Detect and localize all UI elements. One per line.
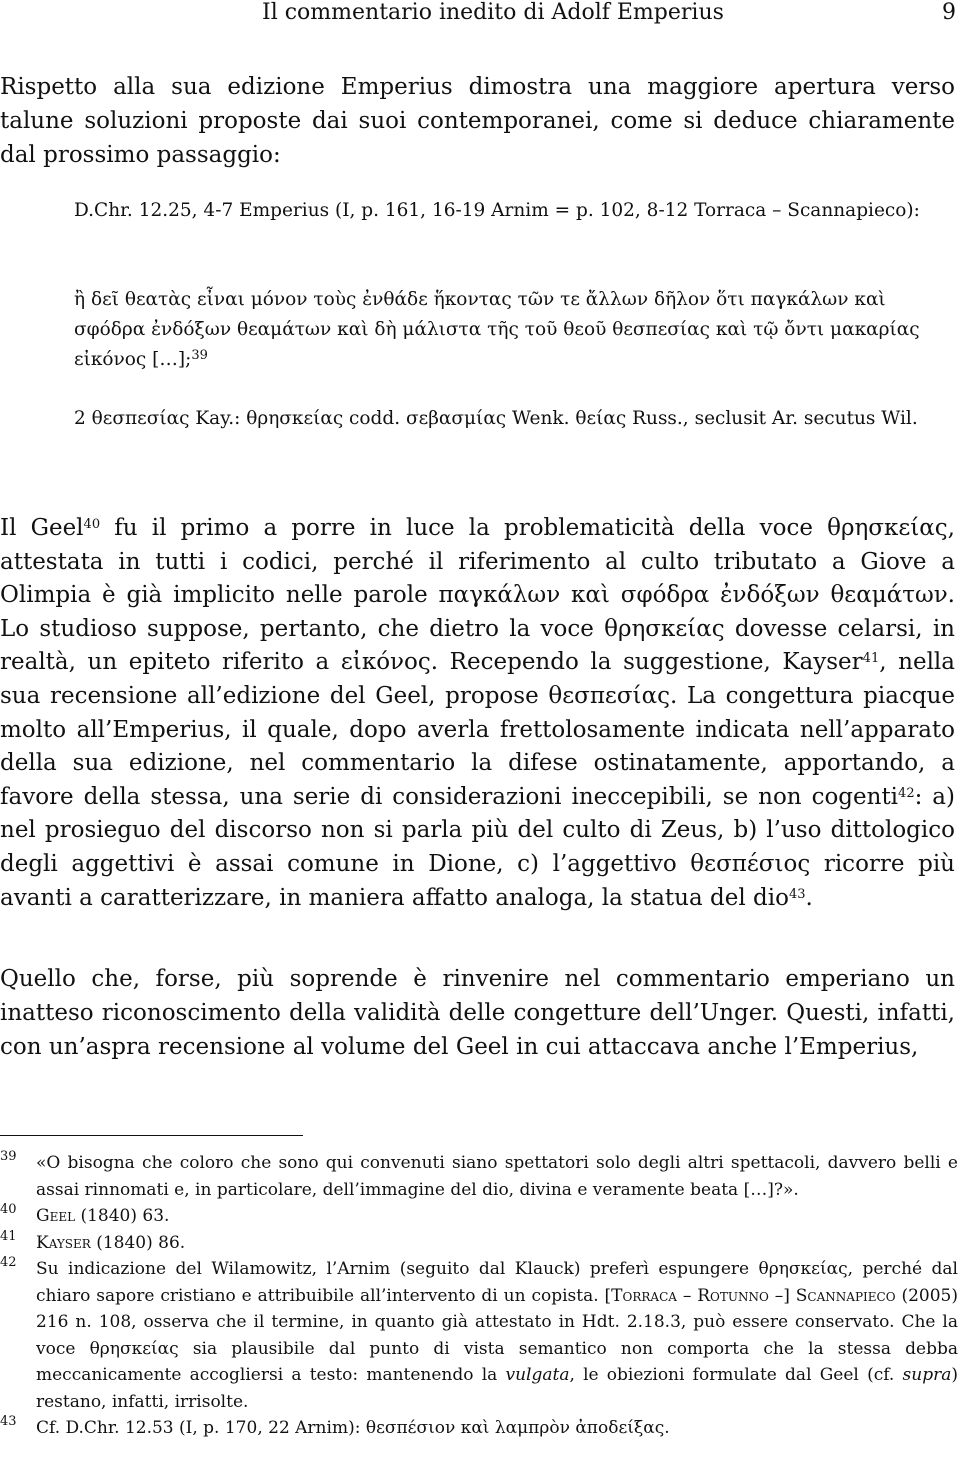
footnote-text: ]	[783, 1285, 796, 1306]
footnote-number: 43	[0, 1414, 17, 1429]
footnote-ref-39[interactable]: 39	[191, 348, 208, 363]
quote-reference-text: D.Chr. 12.25, 4-7 Emperius (I, p. 161, 16-19 Arnim = p. 102, 8-12 Torraca – Scannapieco):	[74, 200, 920, 221]
p2-seg-2: fu il primo a porre in luce la problematicità della voce θρησκείας, attestata in tutti i codici, perché il riferimento al culto tributato a Giove a Olimpia è già implicito nelle parole παγκάλων καὶ σφόδρα ἐνδόξων θεαμάτων. Lo studioso suppose, pertanto, che dietro la voce θρησκείας dovesse celarsi, in realtà, un epiteto riferito a εἰκόνος. Recependo la suggestione, Kayser	[0, 515, 955, 676]
footnote-separator	[0, 1135, 303, 1136]
footnote-ref-43[interactable]: 43	[788, 886, 806, 902]
footnote-number: 42	[0, 1255, 17, 1270]
footnotes	[0, 1150, 958, 1442]
cited-author: Geel	[36, 1206, 76, 1226]
p2-seg-4: : a) nel prosieguo del discorso non si parla più del culto di Zeus, b) l’uso dittologico degli aggettivi è assai comune in Dione, c) l’aggettivo θεσπέσιος ricorre più avanti a caratterizzare, in maniera affatto analoga, la statua del dio	[0, 783, 955, 911]
greek-text: ἢ δεῖ θεατὰς εἶναι μόνον τοὺς ἐνθάδε ἥκοντας τῶν τε ἄλλων δῆλον ὅτι παγκάλων καὶ σφόδρα ἐνδόξων θεαμάτων καὶ δὴ μάλιστα τῆς τοῦ θεοῦ θεσπεσίας καὶ τῷ ὄντι μακαρίας εἰκόνος […];	[74, 289, 920, 370]
greek-quotation	[74, 285, 930, 375]
footnote-number: 40	[0, 1202, 17, 1217]
cited-author: Scannapieco	[795, 1285, 896, 1306]
italic-term: supra	[902, 1365, 952, 1385]
footnote-ref-42[interactable]: 42	[898, 785, 915, 801]
footnote-text: (1840) 86.	[90, 1232, 186, 1253]
footnote-ref-41[interactable]: 41	[862, 651, 880, 667]
critical-apparatus	[74, 404, 930, 434]
paragraph-3: Quello che, forse, più soprende è rinvenire nel commentario emperiano un inatteso riconoscimento della validità delle congetture dell’Unger. Questi, infatti, con un’aspra recensione al volume del Geel in cui attaccava anche l’Emperius,	[0, 966, 955, 1060]
footnote-39	[0, 1150, 958, 1203]
page-number: 9	[942, 0, 956, 25]
apparatus-text: 2 θεσπεσίας Kay.: θρησκείας codd. σεβασμίας Wenk. θείας Russ., seclusit Ar. secutus Wil.	[74, 408, 918, 429]
p2-seg-5: .	[805, 884, 813, 911]
footnote-number: 39	[0, 1149, 17, 1164]
footnote-text: , le obiezioni formulate dal Geel (cf.	[569, 1365, 903, 1385]
greek-quotation-text	[74, 285, 930, 375]
footnote-42	[0, 1256, 958, 1415]
running-title: Il commentario inedito di Adolf Emperius	[262, 0, 724, 25]
running-header	[0, 0, 960, 30]
footnote-ref-40[interactable]: 40	[83, 517, 101, 532]
footnote-text: ) restano, infatti, irrisolte.	[36, 1365, 958, 1412]
footnote-41	[0, 1230, 958, 1257]
p2-seg-3: , nella sua recensione all’edizione del Geel, propose θεσπεσίας. La congettura piacque molto all’Emperius, il quale, dopo averla frettolosamente indicata nell’apparato della sua edizione, nel commentario la difese ostinatamente, apportando, a favore della stessa, una serie di considerazioni ineccepibili, se non cogenti	[0, 649, 955, 810]
footnote-43	[0, 1415, 958, 1442]
paragraph-2	[0, 512, 955, 915]
cited-author: Torraca – Rotunno –	[611, 1285, 784, 1306]
footnote-40	[0, 1203, 958, 1230]
footnote-text: Su indicazione del Wilamowitz, l’Arnim (seguito dal Klauck) preferì espungere θρησκείας, perché dal chiaro sapore cristiano e attribuibile all’intervento di un copista. [	[36, 1259, 958, 1306]
p2-seg-1: Il Geel	[0, 515, 84, 541]
footnote-text: (2005) 216 n. 108, osserva che il termine, in quanto già attestato in Hdt. 2.18.3, può essere conservato. Che la voce θρησκείας sia plausibile dal punto di vista semantico non comporta che la stessa debba meccanicamente accogliersi a testo: mantenendo la	[36, 1285, 958, 1385]
footnote-text: (1840) 63.	[75, 1206, 170, 1226]
paragraph-1: Rispetto alla sua edizione Emperius dimostra una maggiore apertura verso talune soluzioni proposte dai suoi contemporanei, come si deduce chiaramente dal prossimo passaggio:	[0, 74, 955, 168]
italic-term: vulgata	[505, 1365, 570, 1385]
cited-author: Kayser	[36, 1232, 91, 1253]
footnote-number: 41	[0, 1228, 17, 1244]
main-text	[0, 70, 955, 172]
quote-reference	[74, 196, 930, 226]
footnote-text: Cf. D.Chr. 12.53 (I, p. 170, 22 Arnim): θεσπέσιον καὶ λαμπρὸν ἀποδείξας.	[36, 1418, 670, 1438]
footnote-text: «O bisogna che coloro che sono qui convenuti siano spettatori solo degli altri spettacoli, davvero belli e assai rinnomati e, in particolare, dell’immagine del dio, divina e veramente beata […]?».	[36, 1153, 958, 1200]
